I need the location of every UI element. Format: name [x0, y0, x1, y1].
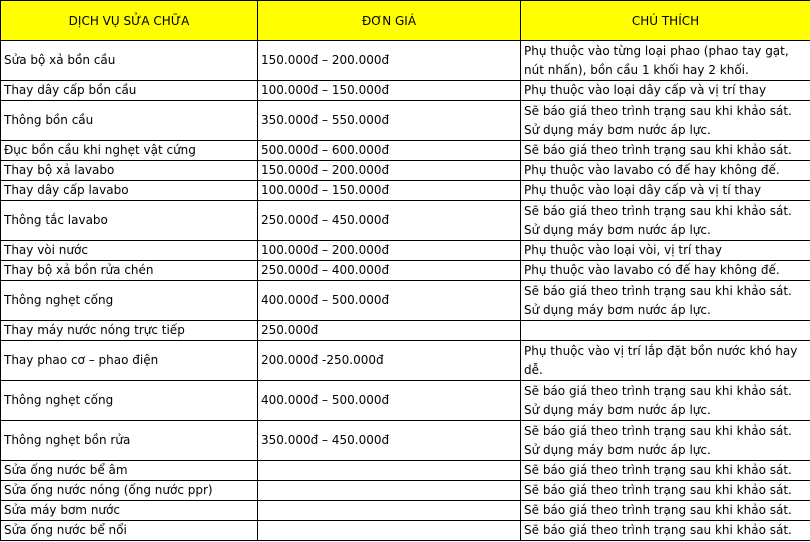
- service-cell: Sửa ống nước nóng (ống nước ppr): [1, 481, 258, 501]
- table-row: [1, 461, 810, 481]
- service-cell: Thông tắc lavabo: [1, 201, 258, 241]
- table-row: [1, 241, 810, 261]
- price-cell: 100.000đ – 150.000đ: [258, 181, 521, 201]
- service-cell: Sửa ống nước bể nổi: [1, 521, 258, 541]
- price-cell: 200.000đ -250.000đ: [258, 341, 521, 381]
- note-line: nút nhấn), bồn cầu 1 khối hay 2 khối.: [524, 62, 749, 77]
- price-cell: 350.000đ – 450.000đ: [258, 421, 521, 461]
- note-cell: [521, 521, 810, 541]
- table-row: [1, 101, 810, 141]
- service-cell: Thay vòi nước: [1, 241, 258, 261]
- note-cell: [521, 161, 810, 181]
- note-cell: [521, 141, 810, 161]
- note-line: Sử dụng máy bơm nước áp lực.: [524, 222, 711, 237]
- price-cell: [258, 461, 521, 481]
- note-cell: [521, 41, 810, 81]
- note-line: Sử dụng máy bơm nước áp lực.: [524, 402, 711, 417]
- price-cell: 150.000đ – 200.000đ: [258, 41, 521, 81]
- price-cell: 350.000đ – 550.000đ: [258, 101, 521, 141]
- service-cell: Thay máy nước nóng trực tiếp: [1, 321, 258, 341]
- note-cell: [521, 181, 810, 201]
- price-cell: 100.000đ – 150.000đ: [258, 81, 521, 101]
- note-line: Phụ thuộc vào vị trí lắp đặt bồn nước khó hay: [524, 343, 798, 358]
- table-row: [1, 201, 810, 241]
- note-cell: [521, 261, 810, 281]
- price-cell: 100.000đ – 200.000đ: [258, 241, 521, 261]
- note-cell: [521, 281, 810, 321]
- price-cell: 150.000đ – 200.000đ: [258, 161, 521, 181]
- note-cell: [521, 241, 810, 261]
- service-cell: Thông bồn cầu: [1, 101, 258, 141]
- note-line: Sẽ báo giá theo trình trạng sau khi khảo sát.: [524, 143, 792, 157]
- note-line: Sẽ báo giá theo trình trạng sau khi khảo sát.: [524, 103, 792, 118]
- table-row: [1, 261, 810, 281]
- note-cell: [521, 321, 810, 341]
- table-row: [1, 341, 810, 381]
- header-price: ĐƠN GIÁ: [258, 1, 521, 41]
- table-row: [1, 281, 810, 321]
- note-line: Sẽ báo giá theo trình trạng sau khi khảo sát.: [524, 203, 792, 218]
- note-line: Phụ thuộc vào lavabo có đế hay không đế.: [524, 163, 780, 177]
- note-line: dễ.: [524, 362, 543, 377]
- note-cell: [521, 421, 810, 461]
- note-cell: [521, 201, 810, 241]
- price-cell: 500.000đ – 600.000đ: [258, 141, 521, 161]
- note-line: Sử dụng máy bơm nước áp lực.: [524, 302, 711, 317]
- service-cell: Sửa máy bơm nước: [1, 501, 258, 521]
- note-line: Phụ thuộc vào loại vòi, vị trí thay: [524, 243, 722, 257]
- table-row: [1, 161, 810, 181]
- price-cell: [258, 501, 521, 521]
- note-cell: [521, 501, 810, 521]
- note-line: Phụ thuộc vào từng loại phao (phao tay gạt,: [524, 43, 789, 58]
- note-line: Sẽ báo giá theo trình trạng sau khi khảo sát.: [524, 383, 792, 398]
- note-cell: [521, 81, 810, 101]
- table-row: [1, 41, 810, 81]
- price-cell: 400.000đ – 500.000đ: [258, 281, 521, 321]
- service-cell: Thay dây cấp bồn cầu: [1, 81, 258, 101]
- note-line: Sẽ báo giá theo trình trạng sau khi khảo sát.: [524, 483, 792, 497]
- note-cell: [521, 381, 810, 421]
- note-line: Sẽ báo giá theo trình trạng sau khi khảo sát.: [524, 523, 792, 537]
- note-cell: [521, 481, 810, 501]
- table-row: [1, 501, 810, 521]
- service-cell: Thông nghẹt cống: [1, 281, 258, 321]
- note-line: Sử dụng máy bơm nước áp lực.: [524, 122, 711, 137]
- service-cell: Thay bộ xả bồn rửa chén: [1, 261, 258, 281]
- service-cell: Sửa bộ xả bồn cầu: [1, 41, 258, 81]
- table-row: [1, 141, 810, 161]
- price-cell: 250.000đ – 450.000đ: [258, 201, 521, 241]
- note-line: Phụ thuộc vào loại dây cấp và vị trí thay: [524, 83, 767, 97]
- note-line: Phụ thuộc vào loại dây cấp và vị tí thay: [524, 183, 762, 197]
- note-cell: [521, 461, 810, 481]
- table-row: [1, 181, 810, 201]
- service-cell: Đục bồn cầu khi nghẹt vật cứng: [1, 141, 258, 161]
- header-note: CHÚ THÍCH: [521, 1, 810, 41]
- note-line: Sử dụng máy bơm nước áp lực.: [524, 442, 711, 457]
- note-line: Sẽ báo giá theo trình trạng sau khi khảo sát.: [524, 463, 792, 477]
- service-cell: Thay bộ xả lavabo: [1, 161, 258, 181]
- price-cell: 400.000đ – 500.000đ: [258, 381, 521, 421]
- service-cell: Thông nghẹt bồn rửa: [1, 421, 258, 461]
- service-cell: Thay phao cơ – phao điện: [1, 341, 258, 381]
- table-row: [1, 381, 810, 421]
- price-cell: [258, 521, 521, 541]
- note-line: Phụ thuộc vào lavabo có đế hay không đế.: [524, 263, 780, 277]
- note-line: Sẽ báo giá theo trình trạng sau khi khảo sát.: [524, 423, 792, 438]
- note-line: Sẽ báo giá theo trình trạng sau khi khảo sát.: [524, 503, 792, 517]
- note-line: Sẽ báo giá theo trình trạng sau khi khảo sát.: [524, 283, 792, 298]
- table-row: [1, 421, 810, 461]
- note-cell: [521, 101, 810, 141]
- table-row: [1, 521, 810, 541]
- table-row: [1, 81, 810, 101]
- note-cell: [521, 341, 810, 381]
- service-cell: Sửa ống nước bể âm: [1, 461, 258, 481]
- service-cell: Thay dây cấp lavabo: [1, 181, 258, 201]
- header-row: [1, 1, 810, 41]
- header-service: DỊCH VỤ SỬA CHỮA: [1, 1, 258, 41]
- price-cell: 250.000đ: [258, 321, 521, 341]
- table-row: [1, 321, 810, 341]
- service-cell: Thông nghẹt cống: [1, 381, 258, 421]
- table-row: [1, 481, 810, 501]
- price-cell: [258, 481, 521, 501]
- price-cell: 250.000đ – 400.000đ: [258, 261, 521, 281]
